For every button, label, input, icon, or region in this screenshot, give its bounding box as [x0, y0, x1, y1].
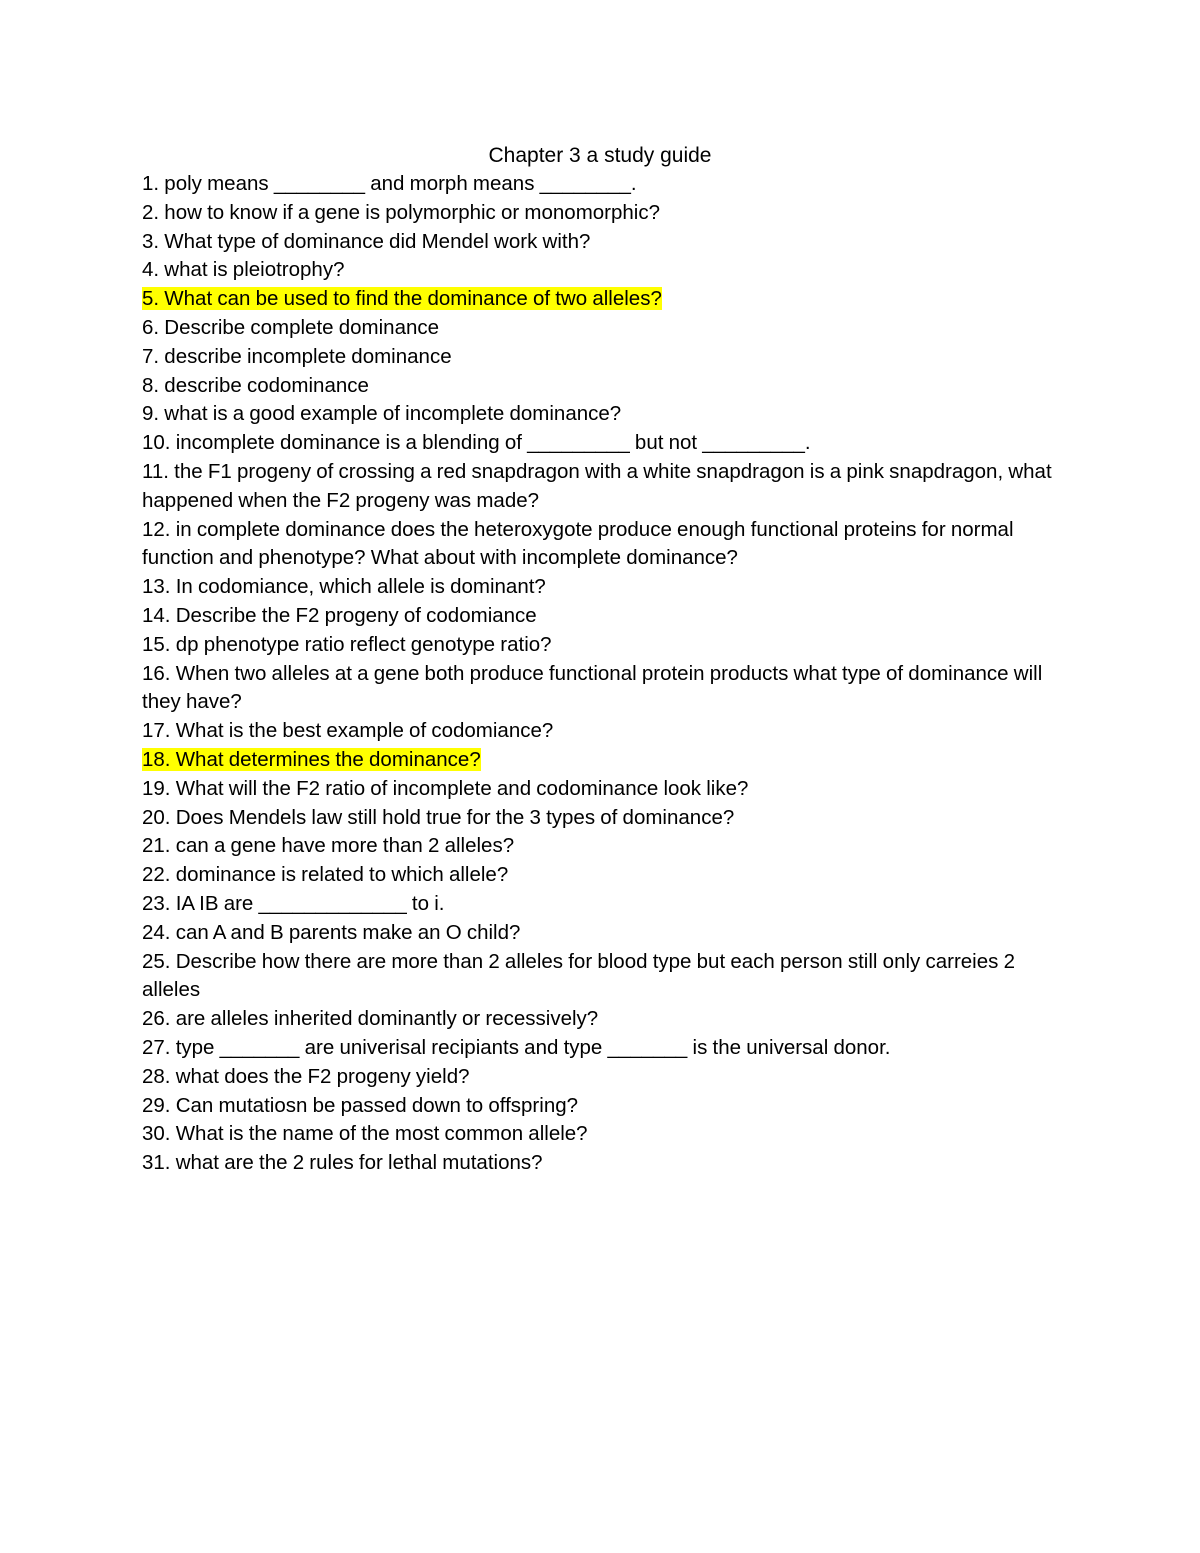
- question-text: 30. What is the name of the most common allele?: [142, 1122, 588, 1146]
- question-text: 31. what are the 2 rules for lethal mutations?: [142, 1151, 543, 1175]
- question-item: [142, 1005, 1072, 1034]
- question-item: [142, 573, 1072, 602]
- question-text: 10. incomplete dominance is a blending of _________ but not _________.: [142, 431, 811, 455]
- document-title: Chapter 3 a study guide: [488, 144, 712, 167]
- question-item: [142, 400, 1072, 429]
- question-text: 12. in complete dominance does the heteroxygote produce enough functional proteins for normal function and phenotype? What about with incomplete dominance?: [142, 517, 1019, 570]
- question-text: 15. dp phenotype ratio reflect genotype ratio?: [142, 632, 552, 656]
- question-text: 1. poly means ________ and morph means ________.: [142, 172, 637, 195]
- question-item: [142, 199, 1072, 228]
- question-item: [142, 372, 1072, 401]
- question-text: 20. Does Mendels law still hold true for the 3 types of dominance?: [142, 805, 735, 829]
- question-text: 23. IA IB are _____________ to i.: [142, 891, 445, 915]
- question-item: [142, 228, 1072, 257]
- question-item: [142, 631, 1072, 660]
- question-text: 9. what is a good example of incomplete dominance?: [142, 402, 622, 426]
- question-item: [142, 1149, 1072, 1178]
- question-text: 25. Describe how there are more than 2 alleles for blood type but each person still only carreies 2 alleles: [142, 949, 1021, 1002]
- question-item: [142, 919, 1072, 948]
- question-text: 8. describe codominance: [142, 373, 369, 397]
- question-item: [142, 1034, 1072, 1063]
- question-text: 17. What is the best example of codomiance?: [142, 719, 554, 743]
- question-text: 4. what is pleiotrophy?: [142, 258, 345, 282]
- question-text: 21. can a gene have more than 2 alleles?: [142, 834, 515, 858]
- question-text: 3. What type of dominance did Mendel work with?: [142, 229, 591, 253]
- highlighted-question-text: 5. What can be used to find the dominance of two alleles?: [142, 287, 662, 311]
- question-list: [142, 170, 1072, 1178]
- question-item: [142, 832, 1072, 861]
- question-text: 2. how to know if a gene is polymorphic or monomorphic?: [142, 200, 661, 224]
- question-text: 11. the F1 progeny of crossing a red snapdragon with a white snapdragon is a pink snapdragon, what happened when the F2 progeny was made?: [142, 459, 1057, 512]
- question-item: [142, 1092, 1072, 1121]
- question-text: 19. What will the F2 ratio of incomplete and codominance look like?: [142, 776, 749, 800]
- question-text: 6. Describe complete dominance: [142, 315, 440, 339]
- question-item: [142, 948, 1072, 1006]
- question-text: 7. describe incomplete dominance: [142, 344, 452, 368]
- question-item: [142, 429, 1072, 458]
- question-text: 22. dominance is related to which allele?: [142, 863, 509, 887]
- highlighted-question-text: 18. What determines the dominance?: [142, 747, 481, 771]
- question-item: [142, 1120, 1072, 1149]
- question-item: [142, 746, 1072, 775]
- question-item: [142, 660, 1072, 718]
- question-item: [142, 314, 1072, 343]
- question-text: 28. what does the F2 progeny yield?: [142, 1064, 470, 1088]
- question-item: [142, 285, 1072, 314]
- question-item: [142, 775, 1072, 804]
- question-item: [142, 890, 1072, 919]
- question-text: 13. In codomiance, which allele is dominant?: [142, 575, 546, 599]
- question-text: 29. Can mutatiosn be passed down to offspring?: [142, 1093, 579, 1117]
- question-item: [142, 458, 1072, 516]
- question-item: [142, 602, 1072, 631]
- question-text: 26. are alleles inherited dominantly or recessively?: [142, 1007, 599, 1031]
- question-item: [142, 516, 1072, 574]
- question-item: [142, 343, 1072, 372]
- question-item: [142, 1063, 1072, 1092]
- question-text: 14. Describe the F2 progeny of codomiance: [142, 603, 537, 627]
- question-item: [142, 861, 1072, 890]
- question-text: 27. type _______ are univerisal recipiants and type _______ is the universal donor.: [142, 1035, 891, 1059]
- question-text: 24. can A and B parents make an O child?: [142, 920, 521, 944]
- question-item: [142, 717, 1072, 746]
- question-item: [142, 170, 1072, 199]
- question-text: 16. When two alleles at a gene both produce functional protein products what type of dominance will they have?: [142, 661, 1048, 714]
- question-item: [142, 256, 1072, 285]
- question-item: [142, 804, 1072, 833]
